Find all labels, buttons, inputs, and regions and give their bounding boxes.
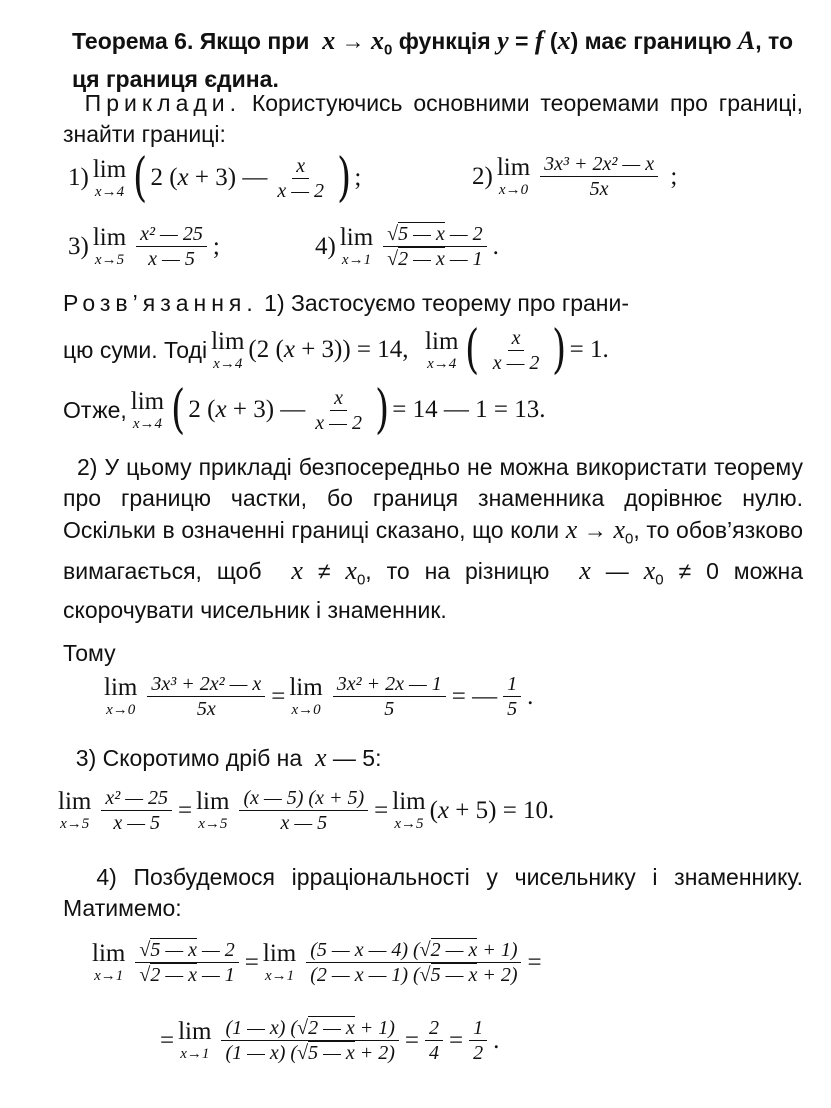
solution-4-text: 4) Позбудемося ірраціональності у чисельнику і знаменнику. Матимемо: <box>63 864 803 921</box>
theorem-6: Теорема 6. Якщо при $x \to x_0$ функція y = f (x) має границю A, то ця границя єдина. <box>72 26 793 92</box>
solution-1-text: Розв’язання. 1) Застосуємо теорему про грани- <box>63 290 630 316</box>
solution-1-eq: цю суми. Тоді lim x→4 (2 (x + 3)) = 14, lim x→4 ( $\frac{x}{x — 2}$ ) = 1. <box>63 320 609 380</box>
solution-4-eq1: lim x→1 $\frac{√5 — x — 2}{√2 — x — 1}$ = lim x→1 $\frac{(5 — x — 4) (√2 — x + 1)}{(2 — x — 1) (√5 — x + 2)}$ = <box>92 939 542 986</box>
example-4: 4) lim x→1 $\frac{√5 — x — 2}{√2 — x — 1}$ . <box>315 223 499 270</box>
solution-2-text: 2) У цьому прикладі безпосередньо не можна використати теорему про границю частки, бо границя знаменника дорівнює нулю. Оскільки в означенні границі сказано, що коли $x \to x_0$, то обов’язково вимагається, щоб $x \ne x_0$, то на різницю x — $x_0 \ne 0$ можна скорочувати чисельник і знаменник. <box>63 454 804 624</box>
solution-4-eq2: = lim x→1 $\frac{(1 — x) (√2 — x + 1)}{(1 — x) (√5 — x + 2)}$ = $\frac{2}{4}$ = $\frac{1}{2}$ . <box>160 1017 500 1064</box>
therefore-label: Тому <box>63 640 116 666</box>
examples-heading: Приклади. <box>84 90 242 116</box>
solution-3-eq: lim x→5 $\frac{\text{x² — 25}}{x — 5}$ = lim x→5 $\frac{(x — 5) (x + 5)}{x — 5}$ = lim x→5 (x + 5) = 10. <box>58 787 555 834</box>
solution-heading: Розв’язання. <box>63 290 258 316</box>
examples-intro: Приклади. Користуючись основними теоремами про границі, знайти границі: <box>63 90 803 147</box>
solution-1-result: Отже, lim x→4 ( 2 (x + 3) — $\frac{x}{x — 2}$ ) = 14 — 1 = 13. <box>63 380 546 440</box>
example-1: 1) lim x→4 ( 2 (x + 3) — $\frac{x}{x — 2}$ ) ; <box>68 148 362 208</box>
solution-3-text: 3) Скоротимо дріб на x — 5: <box>63 743 382 772</box>
solution-2-eq: lim x→0 $\frac{\text{3x³ + 2x² — x}}{5x}$ = lim x→0 $\frac{\text{3x² + 2x — 1}}{5}$ = — $\frac{1}{5}$ . <box>104 673 534 720</box>
example-2: 2) lim x→0 $\frac{\text{3x³ + 2x² — x}}{5x}$ ; <box>472 153 678 200</box>
example-3: 3) lim x→5 $\frac{\text{x² — 25}}{x — 5}$ ; <box>68 223 220 270</box>
